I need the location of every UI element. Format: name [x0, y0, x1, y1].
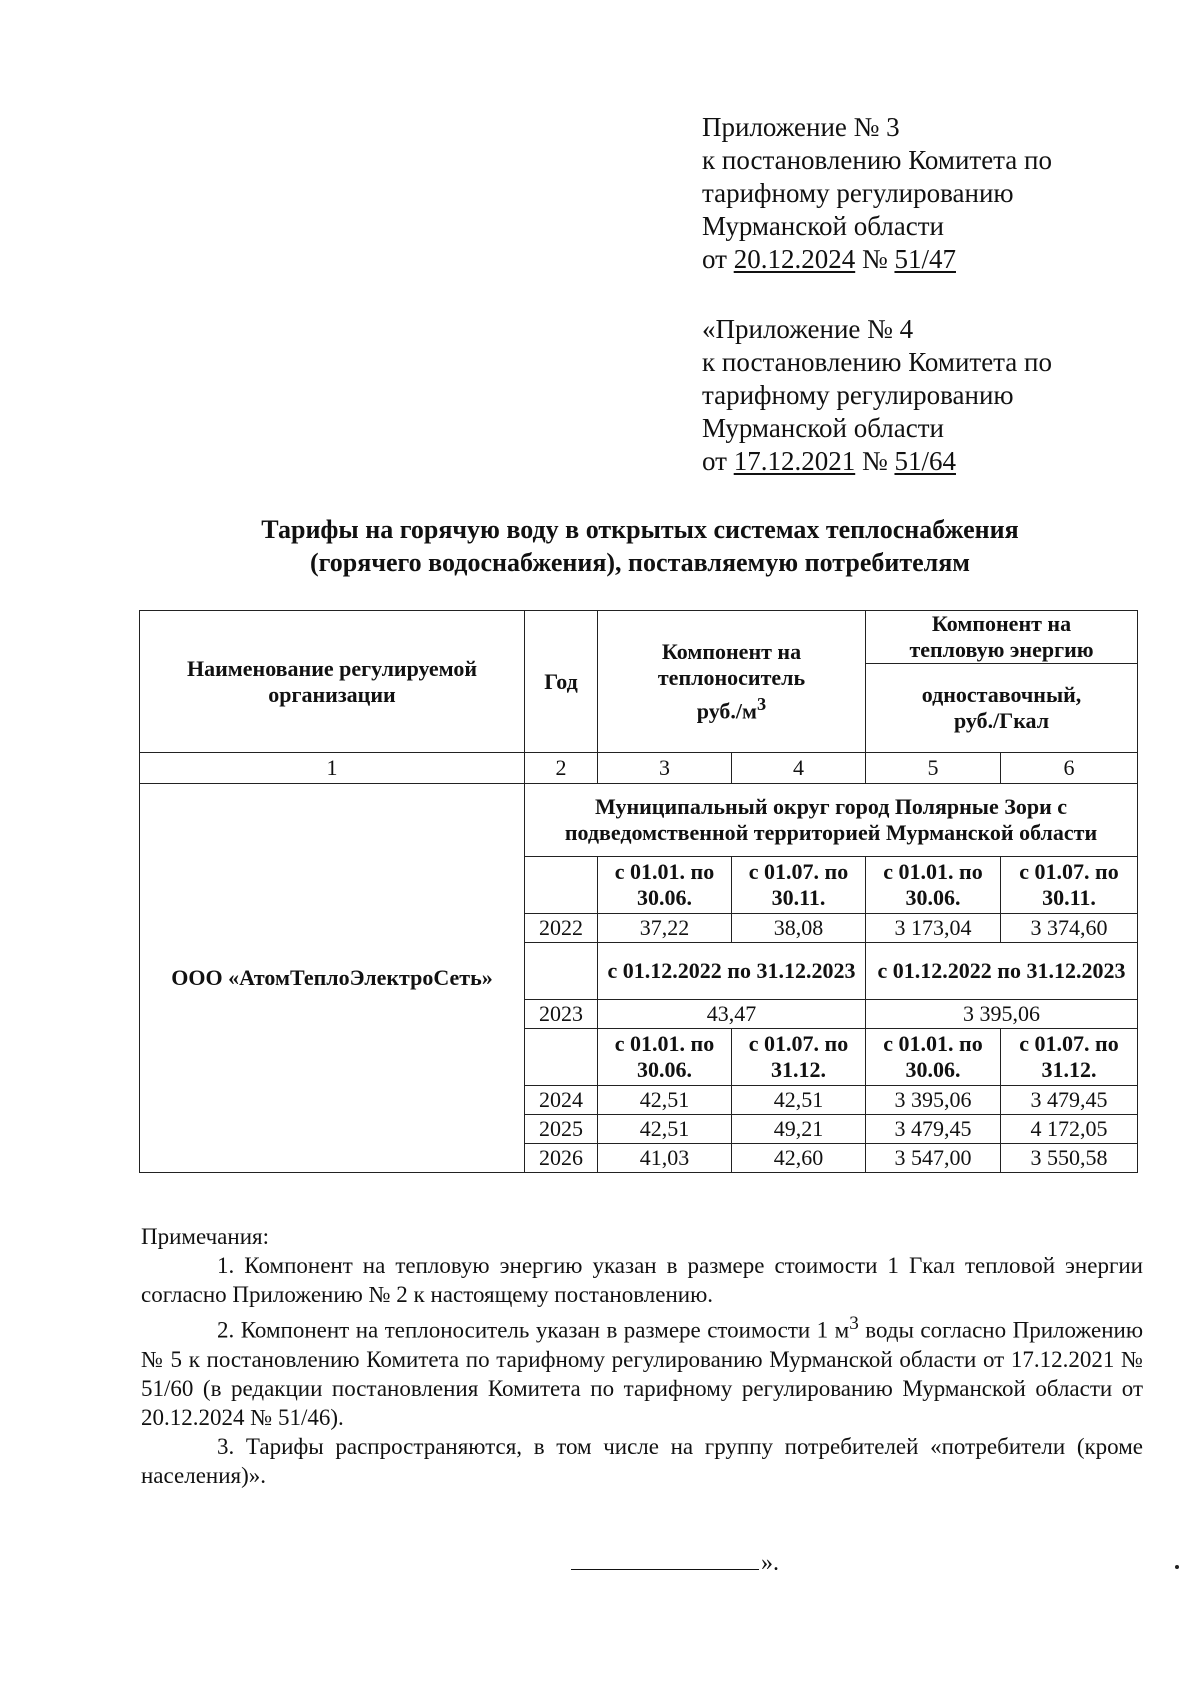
document-title: Тарифы на горячую воду в открытых системах теплоснабжения (горячего водоснабжения), поставляемую потребителям [261, 515, 1019, 577]
period-cell: с 01.01. по 30.06. [866, 1029, 1001, 1086]
appendix-line: к постановлению Комитета по [702, 145, 1052, 175]
period-cell: с 01.01. по 30.06. [598, 1029, 732, 1086]
value-cell: 3 479,45 [1001, 1086, 1138, 1115]
organization-name: ООО «АтомТеплоЭлектроСеть» [140, 784, 525, 1173]
appendix-line: к постановлению Комитета по [702, 347, 1052, 377]
closing-rule [571, 1568, 759, 1570]
note-item: 2. Компонент на теплоноситель указан в размере стоимости 1 $м^3$ воды согласно Приложению № 5 к постановлению Комитета по тарифному регулированию Мурманской области от 17.12.2021 № 51/60 (в редакции постановления Комитета по тарифному регулированию Мурманской области от 20.12.2024 № 51/46). [141, 1313, 1144, 1430]
value-cell: 4 172,05 [1001, 1115, 1138, 1144]
appendix-header-amended [702, 313, 1052, 478]
value-cell: 42,51 [598, 1115, 732, 1144]
value-cell: 42,60 [732, 1144, 866, 1173]
resolution-date: 17.12.2021 [733, 446, 856, 476]
value-cell: 41,03 [598, 1144, 732, 1173]
value-cell: 37,22 [598, 914, 732, 943]
header-year: Год [525, 611, 598, 753]
notes-heading: Примечания: [141, 1224, 269, 1249]
value-cell: 43,47 [598, 1000, 866, 1029]
period-cell: с 01.12.2022 по 31.12.2023 [598, 943, 866, 1000]
note-item: 1. Компонент на тепловую энергию указан в размере стоимости 1 Гкал тепловой энергии согласно Приложению № 2 к настоящему постановлению. [141, 1253, 1143, 1307]
value-cell: 38,08 [732, 914, 866, 943]
header-single-rate: одноставочный, руб./Гкал [866, 664, 1138, 753]
appendix-date-line: от 17.12.2021 № 51/64 [702, 446, 956, 476]
closing-quote: ». [761, 1550, 779, 1576]
column-number: 1 [140, 753, 525, 784]
appendix-header-current [702, 111, 1052, 276]
period-cell: с 01.01. по 30.06. [598, 857, 732, 914]
resolution-number: 51/64 [894, 446, 956, 476]
appendix-date-line: от 20.12.2024 № 51/47 [702, 244, 956, 274]
appendix-title: «Приложение № 4 [702, 314, 914, 344]
value-cell: 3 374,60 [1001, 914, 1138, 943]
appendix-title: Приложение № 3 [702, 112, 900, 142]
appendix-line: тарифному регулированию [702, 178, 1014, 208]
appendix-line: Мурманской области [702, 211, 944, 241]
value-cell: 49,21 [732, 1115, 866, 1144]
period-cell: с 01.01. по 30.06. [866, 857, 1001, 914]
tariff-table [139, 610, 1138, 1173]
resolution-date: 20.12.2024 [733, 244, 856, 274]
column-number-row [140, 753, 1138, 784]
header-heat-carrier: Компонент на теплоноситель $руб./м^3$ [598, 611, 866, 753]
column-number: 3 [598, 753, 732, 784]
value-cell: 3 547,00 [866, 1144, 1001, 1173]
table-header-row [140, 611, 1138, 664]
year-cell: 2026 [525, 1144, 598, 1173]
scan-speck [1175, 1565, 1179, 1569]
appendix-line: тарифному регулированию [702, 380, 1014, 410]
appendix-line: Мурманской области [702, 413, 944, 443]
column-number: 2 [525, 753, 598, 784]
municipality-row [140, 784, 1138, 857]
value-cell: 3 395,06 [866, 1000, 1138, 1029]
period-cell: с 01.07. по 31.12. [1001, 1029, 1138, 1086]
year-cell: 2025 [525, 1115, 598, 1144]
header-organization: Наименование регулируемой организации [140, 611, 525, 753]
municipality-name: Муниципальный округ город Полярные Зори с подведомственной территорией Мурманской области [525, 784, 1138, 857]
column-number: 6 [1001, 753, 1138, 784]
year-cell: 2022 [525, 914, 598, 943]
column-number: 4 [732, 753, 866, 784]
period-cell: с 01.07. по 30.11. [1001, 857, 1138, 914]
value-cell: 3 479,45 [866, 1115, 1001, 1144]
period-cell: с 01.07. по 31.12. [732, 1029, 866, 1086]
note-item: 3. Тарифы распространяются, в том числе на группу потребителей «потребители (кроме населения)». [141, 1433, 1143, 1488]
year-cell: 2023 [525, 1000, 598, 1029]
value-cell: 42,51 [598, 1086, 732, 1115]
header-heat-energy: Компонент на тепловую энергию [866, 611, 1138, 664]
closing-mark [571, 1550, 779, 1577]
value-cell: 3 173,04 [866, 914, 1001, 943]
value-cell: 3 550,58 [1001, 1144, 1138, 1173]
period-cell: с 01.07. по 30.11. [732, 857, 866, 914]
column-number: 5 [866, 753, 1001, 784]
value-cell: 42,51 [732, 1086, 866, 1115]
period-cell: с 01.12.2022 по 31.12.2023 [866, 943, 1138, 1000]
value-cell: 3 395,06 [866, 1086, 1001, 1115]
year-cell: 2024 [525, 1086, 598, 1115]
resolution-number: 51/47 [894, 244, 956, 274]
notes-section [141, 1222, 1143, 1490]
